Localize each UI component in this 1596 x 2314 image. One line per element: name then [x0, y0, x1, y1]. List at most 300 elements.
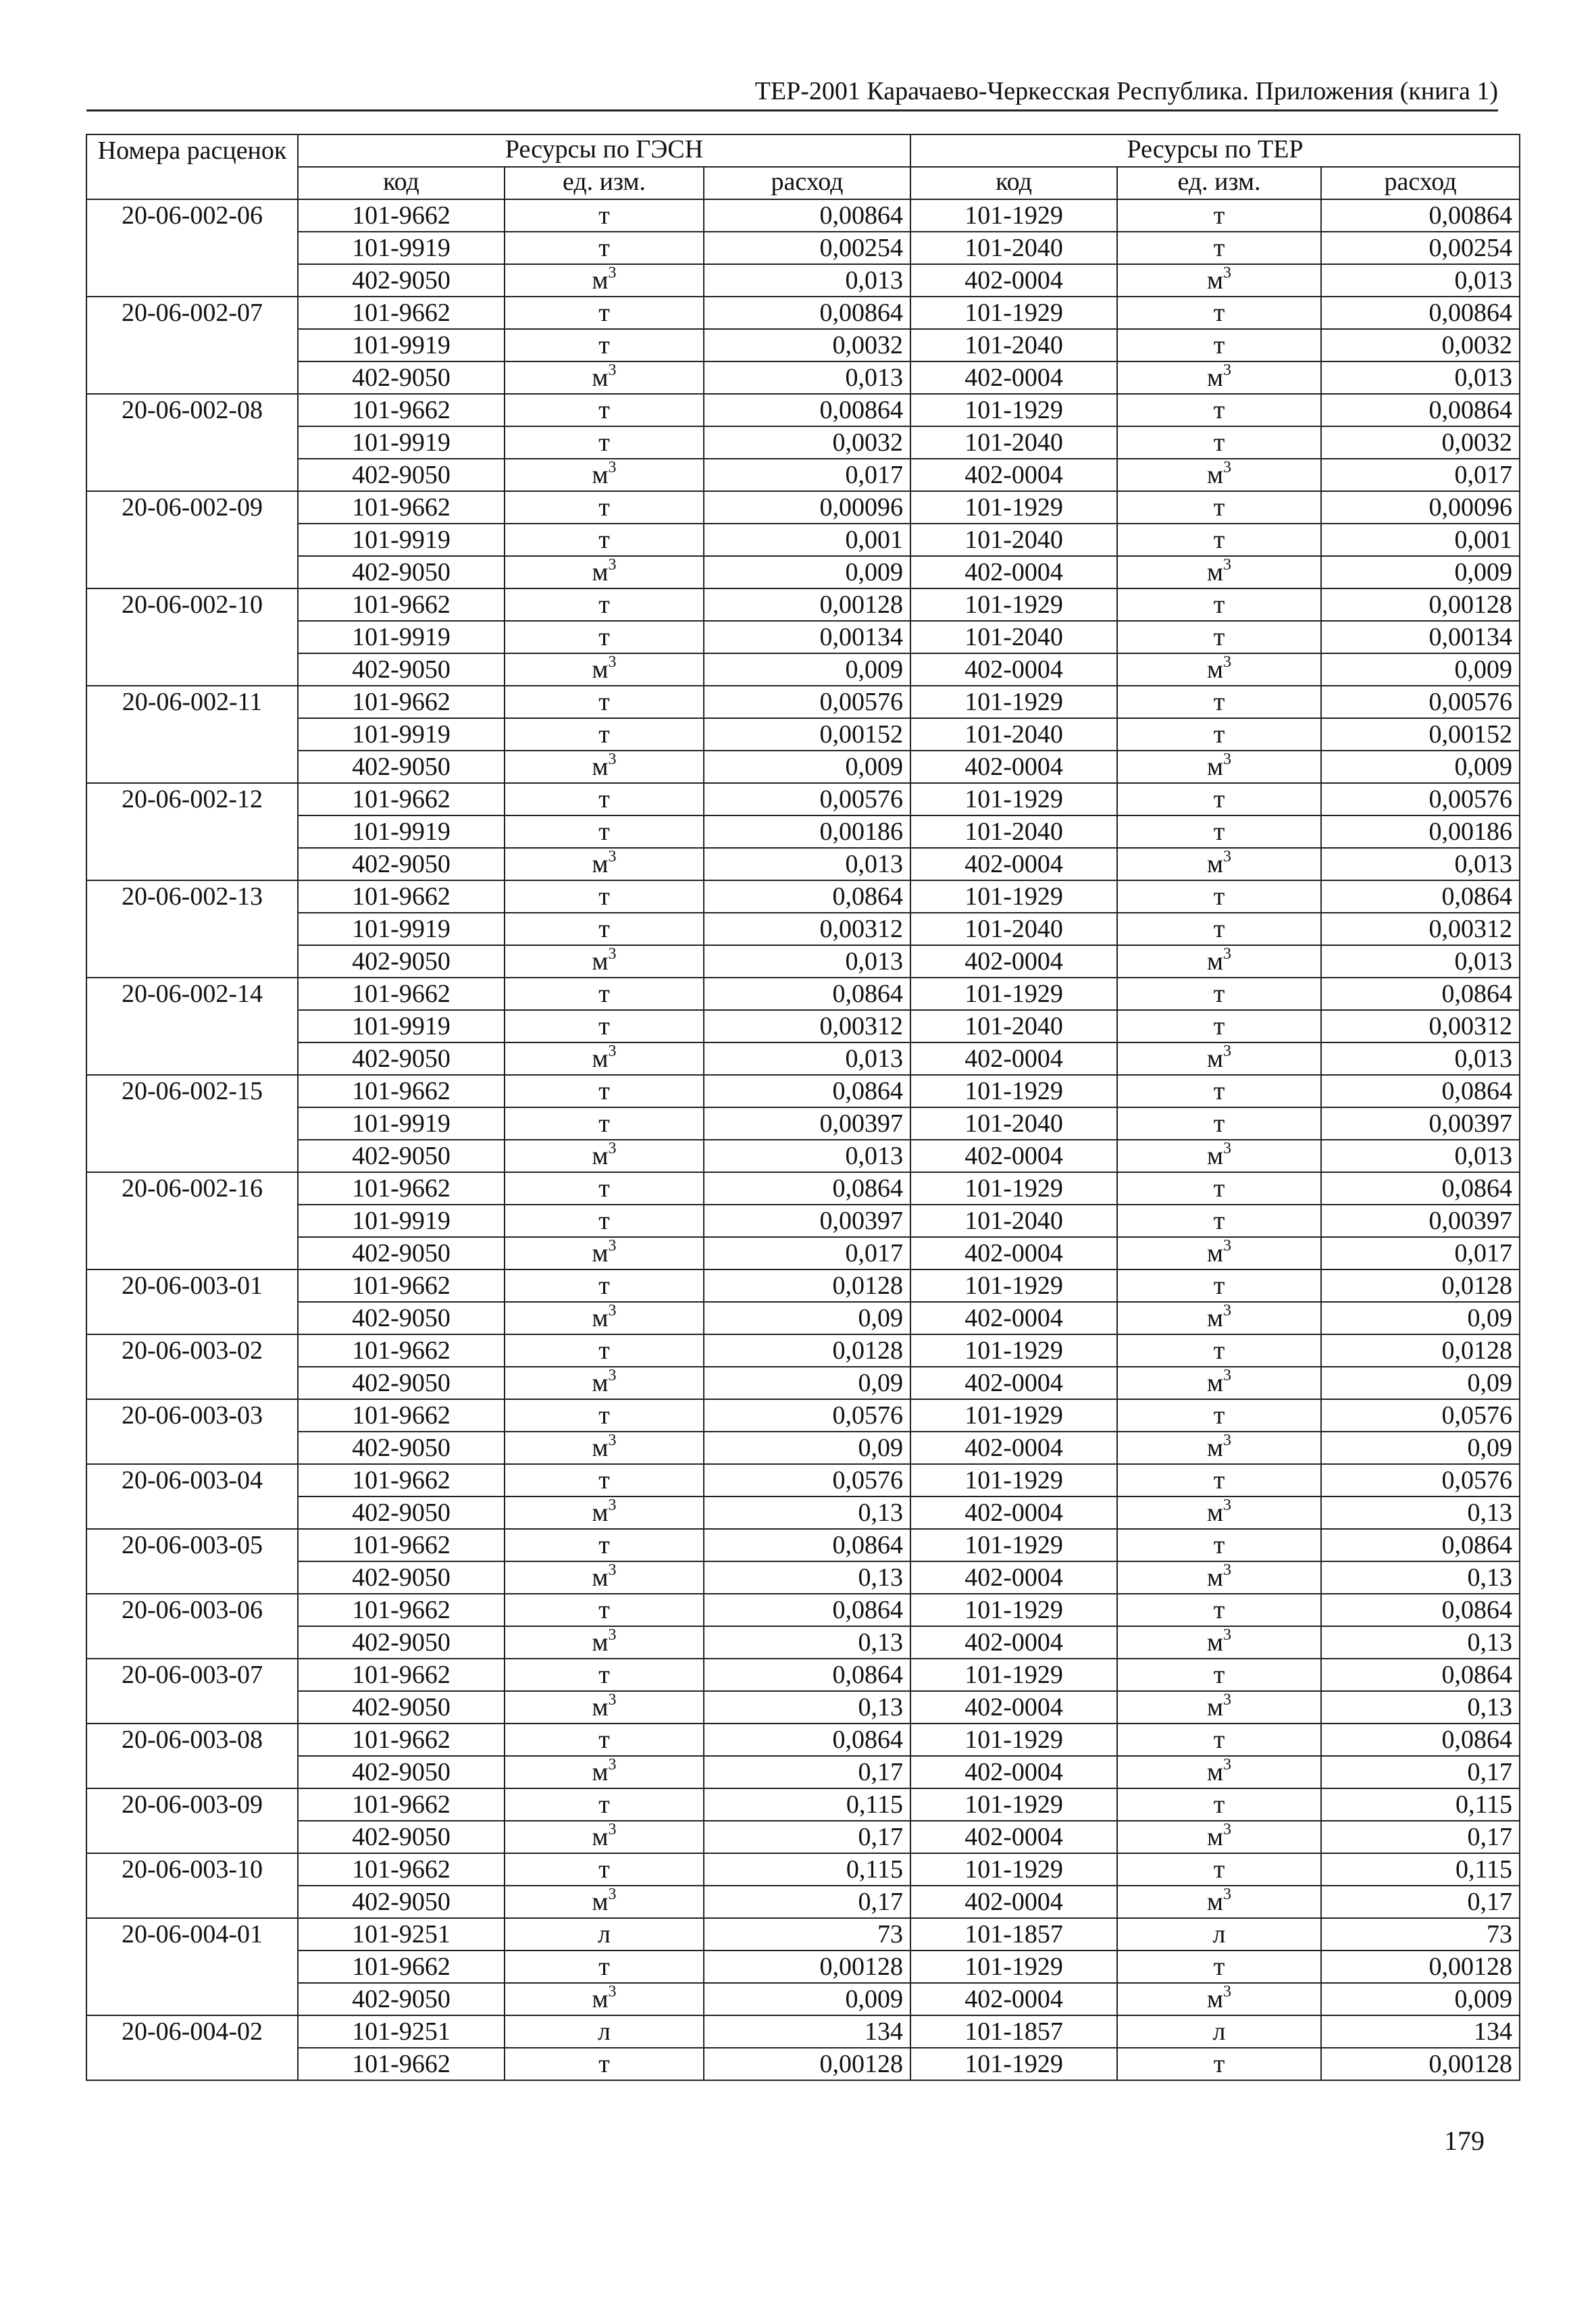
- ter-unit-cell: $м^3$: [1117, 1496, 1321, 1529]
- ter-consumption-cell: 0,00186: [1321, 815, 1520, 848]
- ter-unit-cell: т: [1117, 232, 1321, 264]
- gesn-consumption-cell: 0,009: [704, 653, 910, 686]
- gesn-consumption-cell: 0,00397: [704, 1107, 910, 1140]
- ter-consumption-cell: 0,009: [1321, 556, 1520, 588]
- ter-consumption-cell: 0,00128: [1321, 1951, 1520, 1983]
- gesn-unit-cell: т: [505, 588, 704, 621]
- ter-code-cell: 101-2040: [910, 815, 1117, 848]
- table-row: [86, 1205, 1520, 1237]
- ter-code-cell: 101-1929: [910, 588, 1117, 621]
- gesn-unit-cell: т: [505, 1334, 704, 1367]
- ter-unit-cell: $м^3$: [1117, 264, 1321, 297]
- ter-code-cell: 101-1929: [910, 491, 1117, 524]
- gesn-code-cell: 101-9919: [298, 232, 505, 264]
- ter-consumption-cell: 0,00576: [1321, 783, 1520, 815]
- gesn-unit-cell: $м^3$: [505, 653, 704, 686]
- gesn-consumption-cell: 0,0576: [704, 1464, 910, 1496]
- gesn-unit-cell: $м^3$: [505, 1042, 704, 1075]
- gesn-unit-cell: т: [505, 297, 704, 329]
- gesn-code-cell: 101-9662: [298, 1172, 505, 1205]
- gesn-code-cell: 101-9919: [298, 329, 505, 361]
- gesn-unit-cell: $м^3$: [505, 361, 704, 394]
- ter-consumption-cell: 0,017: [1321, 459, 1520, 491]
- ter-unit-cell: т: [1117, 1172, 1321, 1205]
- ter-code-cell: 402-0004: [910, 1432, 1117, 1464]
- table-row: [86, 1464, 1520, 1496]
- ter-code-cell: 101-1929: [910, 1529, 1117, 1561]
- gesn-unit-cell: т: [505, 394, 704, 426]
- gesn-unit-cell: т: [505, 1107, 704, 1140]
- gesn-unit-cell: т: [505, 686, 704, 718]
- rate-number-cell: 20-06-003-08: [86, 1724, 298, 1788]
- table-row: [86, 1269, 1520, 1302]
- col-header-gesn-consumption: расход: [704, 167, 910, 199]
- ter-unit-cell: т: [1117, 297, 1321, 329]
- ter-consumption-cell: 0,09: [1321, 1302, 1520, 1334]
- gesn-code-cell: 402-9050: [298, 1756, 505, 1788]
- ter-unit-cell: т: [1117, 815, 1321, 848]
- ter-code-cell: 101-1929: [910, 1172, 1117, 1205]
- gesn-unit-cell: т: [505, 1269, 704, 1302]
- table-row: [86, 1496, 1520, 1529]
- ter-consumption-cell: 0,0864: [1321, 1075, 1520, 1107]
- table-row: [86, 1302, 1520, 1334]
- gesn-code-cell: 101-9662: [298, 297, 505, 329]
- ter-unit-cell: $м^3$: [1117, 1237, 1321, 1269]
- table-row: [86, 588, 1520, 621]
- table-row: [86, 848, 1520, 880]
- table-row: [86, 1432, 1520, 1464]
- ter-unit-cell: т: [1117, 1529, 1321, 1561]
- gesn-consumption-cell: 0,009: [704, 556, 910, 588]
- table-header: [86, 134, 1520, 199]
- ter-consumption-cell: 0,00254: [1321, 232, 1520, 264]
- ter-code-cell: 101-1929: [910, 1269, 1117, 1302]
- ter-consumption-cell: 0,001: [1321, 524, 1520, 556]
- table-row: [86, 426, 1520, 459]
- ter-code-cell: 101-1929: [910, 394, 1117, 426]
- resource-table: [86, 134, 1520, 2081]
- rate-number-cell: 20-06-004-02: [86, 2015, 298, 2080]
- ter-consumption-cell: 0,0864: [1321, 1594, 1520, 1626]
- gesn-unit-cell: т: [505, 1659, 704, 1691]
- gesn-unit-cell: т: [505, 2048, 704, 2080]
- ter-code-cell: 402-0004: [910, 1496, 1117, 1529]
- gesn-consumption-cell: 0,00864: [704, 199, 910, 232]
- ter-unit-cell: л: [1117, 2015, 1321, 2048]
- col-header-ter-unit: ед. изм.: [1117, 167, 1321, 199]
- ter-code-cell: 101-2040: [910, 232, 1117, 264]
- rate-number-cell: 20-06-002-11: [86, 686, 298, 783]
- ter-consumption-cell: 0,115: [1321, 1853, 1520, 1886]
- gesn-unit-cell: т: [505, 524, 704, 556]
- gesn-consumption-cell: 0,00312: [704, 913, 910, 945]
- ter-code-cell: 101-1929: [910, 880, 1117, 913]
- gesn-unit-cell: т: [505, 815, 704, 848]
- col-header-ter-consumption: расход: [1321, 167, 1520, 199]
- ter-consumption-cell: 0,00128: [1321, 588, 1520, 621]
- gesn-consumption-cell: 0,0864: [704, 1529, 910, 1561]
- ter-consumption-cell: 0,0864: [1321, 1529, 1520, 1561]
- ter-unit-cell: т: [1117, 1659, 1321, 1691]
- ter-unit-cell: т: [1117, 1788, 1321, 1821]
- ter-code-cell: 101-2040: [910, 329, 1117, 361]
- gesn-unit-cell: $м^3$: [505, 848, 704, 880]
- gesn-unit-cell: $м^3$: [505, 1561, 704, 1594]
- ter-consumption-cell: 0,13: [1321, 1691, 1520, 1724]
- ter-code-cell: 402-0004: [910, 556, 1117, 588]
- gesn-consumption-cell: 0,00576: [704, 686, 910, 718]
- gesn-code-cell: 101-9919: [298, 1205, 505, 1237]
- gesn-unit-cell: $м^3$: [505, 1983, 704, 2015]
- gesn-code-cell: 101-9662: [298, 1724, 505, 1756]
- gesn-consumption-cell: 0,001: [704, 524, 910, 556]
- table-row: [86, 1367, 1520, 1399]
- ter-consumption-cell: 0,13: [1321, 1496, 1520, 1529]
- ter-unit-cell: т: [1117, 913, 1321, 945]
- gesn-consumption-cell: 0,017: [704, 1237, 910, 1269]
- ter-consumption-cell: 0,00576: [1321, 686, 1520, 718]
- gesn-code-cell: 101-9662: [298, 978, 505, 1010]
- ter-code-cell: 101-2040: [910, 718, 1117, 751]
- col-header-rate-number: Номера расценок: [86, 134, 298, 199]
- table-row: [86, 199, 1520, 232]
- ter-code-cell: 101-2040: [910, 1010, 1117, 1042]
- ter-code-cell: 402-0004: [910, 1626, 1117, 1659]
- gesn-consumption-cell: 0,0128: [704, 1334, 910, 1367]
- gesn-consumption-cell: 0,13: [704, 1626, 910, 1659]
- ter-unit-cell: $м^3$: [1117, 459, 1321, 491]
- ter-unit-cell: $м^3$: [1117, 1302, 1321, 1334]
- ter-consumption-cell: 0,0576: [1321, 1464, 1520, 1496]
- ter-unit-cell: т: [1117, 718, 1321, 751]
- ter-unit-cell: $м^3$: [1117, 848, 1321, 880]
- ter-unit-cell: $м^3$: [1117, 751, 1321, 783]
- table-row: [86, 1010, 1520, 1042]
- rate-number-cell: 20-06-003-01: [86, 1269, 298, 1334]
- ter-consumption-cell: 0,17: [1321, 1886, 1520, 1918]
- gesn-unit-cell: т: [505, 1075, 704, 1107]
- gesn-code-cell: 101-9662: [298, 1269, 505, 1302]
- gesn-consumption-cell: 0,115: [704, 1853, 910, 1886]
- gesn-unit-cell: т: [505, 621, 704, 653]
- ter-code-cell: 402-0004: [910, 848, 1117, 880]
- gesn-code-cell: 402-9050: [298, 1821, 505, 1853]
- ter-code-cell: 402-0004: [910, 1237, 1117, 1269]
- gesn-consumption-cell: 0,115: [704, 1788, 910, 1821]
- gesn-code-cell: 101-9662: [298, 2048, 505, 2080]
- gesn-code-cell: 101-9662: [298, 686, 505, 718]
- gesn-unit-cell: $м^3$: [505, 556, 704, 588]
- ter-unit-cell: т: [1117, 1334, 1321, 1367]
- gesn-code-cell: 402-9050: [298, 1886, 505, 1918]
- ter-unit-cell: т: [1117, 686, 1321, 718]
- ter-unit-cell: т: [1117, 1594, 1321, 1626]
- table-row: [86, 1918, 1520, 1951]
- ter-unit-cell: $м^3$: [1117, 1691, 1321, 1724]
- ter-code-cell: 101-1929: [910, 1659, 1117, 1691]
- gesn-unit-cell: $м^3$: [505, 1691, 704, 1724]
- gesn-consumption-cell: 73: [704, 1918, 910, 1951]
- gesn-code-cell: 101-9919: [298, 718, 505, 751]
- gesn-code-cell: 402-9050: [298, 361, 505, 394]
- gesn-unit-cell: $м^3$: [505, 1140, 704, 1172]
- ter-consumption-cell: 0,00312: [1321, 913, 1520, 945]
- gesn-unit-cell: л: [505, 2015, 704, 2048]
- gesn-unit-cell: т: [505, 1724, 704, 1756]
- ter-unit-cell: т: [1117, 783, 1321, 815]
- ter-consumption-cell: 0,00096: [1321, 491, 1520, 524]
- gesn-unit-cell: $м^3$: [505, 1237, 704, 1269]
- gesn-consumption-cell: 0,09: [704, 1367, 910, 1399]
- gesn-code-cell: 101-9662: [298, 1594, 505, 1626]
- ter-unit-cell: $м^3$: [1117, 1983, 1321, 2015]
- gesn-code-cell: 101-9662: [298, 1334, 505, 1367]
- gesn-code-cell: 402-9050: [298, 459, 505, 491]
- gesn-consumption-cell: 0,13: [704, 1561, 910, 1594]
- gesn-code-cell: 402-9050: [298, 653, 505, 686]
- ter-code-cell: 101-1857: [910, 2015, 1117, 2048]
- gesn-consumption-cell: 0,00576: [704, 783, 910, 815]
- gesn-consumption-cell: 0,013: [704, 361, 910, 394]
- table-row: [86, 1756, 1520, 1788]
- ter-code-cell: 402-0004: [910, 1302, 1117, 1334]
- gesn-code-cell: 101-9662: [298, 394, 505, 426]
- gesn-consumption-cell: 0,009: [704, 751, 910, 783]
- rate-number-cell: 20-06-003-02: [86, 1334, 298, 1399]
- gesn-code-cell: 402-9050: [298, 1140, 505, 1172]
- gesn-code-cell: 101-9919: [298, 426, 505, 459]
- gesn-code-cell: 101-9662: [298, 1951, 505, 1983]
- table-row: [86, 491, 1520, 524]
- gesn-code-cell: 402-9050: [298, 1496, 505, 1529]
- ter-code-cell: 402-0004: [910, 361, 1117, 394]
- ter-code-cell: 402-0004: [910, 1983, 1117, 2015]
- gesn-code-cell: 402-9050: [298, 264, 505, 297]
- ter-unit-cell: т: [1117, 1464, 1321, 1496]
- gesn-unit-cell: т: [505, 232, 704, 264]
- gesn-code-cell: 101-9662: [298, 880, 505, 913]
- ter-code-cell: 101-2040: [910, 426, 1117, 459]
- table-row: [86, 2015, 1520, 2048]
- gesn-unit-cell: $м^3$: [505, 1756, 704, 1788]
- table-row: [86, 1659, 1520, 1691]
- gesn-unit-cell: т: [505, 1399, 704, 1432]
- table-row: [86, 524, 1520, 556]
- ter-code-cell: 101-1929: [910, 1075, 1117, 1107]
- gesn-consumption-cell: 0,017: [704, 459, 910, 491]
- gesn-consumption-cell: 0,00128: [704, 1951, 910, 1983]
- gesn-consumption-cell: 134: [704, 2015, 910, 2048]
- gesn-unit-cell: т: [505, 1172, 704, 1205]
- gesn-unit-cell: т: [505, 491, 704, 524]
- ter-consumption-cell: 0,017: [1321, 1237, 1520, 1269]
- rate-number-cell: 20-06-003-05: [86, 1529, 298, 1594]
- gesn-unit-cell: т: [505, 426, 704, 459]
- gesn-consumption-cell: 0,00128: [704, 2048, 910, 2080]
- gesn-consumption-cell: 0,0864: [704, 880, 910, 913]
- table-row: [86, 945, 1520, 978]
- ter-code-cell: 402-0004: [910, 1561, 1117, 1594]
- gesn-consumption-cell: 0,0864: [704, 978, 910, 1010]
- gesn-unit-cell: т: [505, 1951, 704, 1983]
- col-header-gesn: Ресурсы по ГЭСН: [298, 134, 910, 167]
- table-row: [86, 1691, 1520, 1724]
- table-row: [86, 361, 1520, 394]
- ter-unit-cell: т: [1117, 1075, 1321, 1107]
- ter-consumption-cell: 0,0128: [1321, 1269, 1520, 1302]
- table-row: [86, 1724, 1520, 1756]
- col-header-ter: Ресурсы по ТЕР: [910, 134, 1520, 167]
- table-row: [86, 556, 1520, 588]
- ter-unit-cell: т: [1117, 199, 1321, 232]
- gesn-consumption-cell: 0,17: [704, 1886, 910, 1918]
- ter-unit-cell: т: [1117, 394, 1321, 426]
- table-row: [86, 653, 1520, 686]
- gesn-unit-cell: $м^3$: [505, 459, 704, 491]
- ter-unit-cell: т: [1117, 1269, 1321, 1302]
- gesn-consumption-cell: 0,013: [704, 1140, 910, 1172]
- gesn-consumption-cell: 0,0864: [704, 1172, 910, 1205]
- ter-code-cell: 101-1929: [910, 783, 1117, 815]
- document-title: ТЕР-2001 Карачаево-Черкесская Республика. Приложения (книга 1): [754, 77, 1498, 105]
- ter-code-cell: 402-0004: [910, 751, 1117, 783]
- ter-unit-cell: т: [1117, 1010, 1321, 1042]
- ter-consumption-cell: 0,0576: [1321, 1399, 1520, 1432]
- rate-number-cell: 20-06-002-06: [86, 199, 298, 297]
- gesn-unit-cell: $м^3$: [505, 1821, 704, 1853]
- table-row: [86, 686, 1520, 718]
- gesn-code-cell: 101-9662: [298, 1399, 505, 1432]
- ter-unit-cell: $м^3$: [1117, 1042, 1321, 1075]
- gesn-unit-cell: т: [505, 880, 704, 913]
- rate-number-cell: 20-06-003-09: [86, 1788, 298, 1853]
- rate-number-cell: 20-06-002-07: [86, 297, 298, 394]
- table-row: [86, 394, 1520, 426]
- gesn-consumption-cell: 0,00128: [704, 588, 910, 621]
- ter-unit-cell: $м^3$: [1117, 1756, 1321, 1788]
- gesn-unit-cell: $м^3$: [505, 1432, 704, 1464]
- ter-code-cell: 101-1929: [910, 1399, 1117, 1432]
- gesn-code-cell: 402-9050: [298, 1432, 505, 1464]
- ter-code-cell: 402-0004: [910, 1691, 1117, 1724]
- gesn-code-cell: 101-9251: [298, 1918, 505, 1951]
- col-header-ter-code: код: [910, 167, 1117, 199]
- gesn-code-cell: 402-9050: [298, 1691, 505, 1724]
- table-row: [86, 1334, 1520, 1367]
- gesn-consumption-cell: 0,00134: [704, 621, 910, 653]
- running-header: [86, 73, 1498, 111]
- ter-unit-cell: т: [1117, 1107, 1321, 1140]
- gesn-consumption-cell: 0,00397: [704, 1205, 910, 1237]
- table-row: [86, 297, 1520, 329]
- gesn-code-cell: 402-9050: [298, 1561, 505, 1594]
- ter-unit-cell: $м^3$: [1117, 361, 1321, 394]
- gesn-code-cell: 402-9050: [298, 751, 505, 783]
- gesn-consumption-cell: 0,013: [704, 945, 910, 978]
- gesn-code-cell: 402-9050: [298, 1302, 505, 1334]
- table-row: [86, 621, 1520, 653]
- rate-number-cell: 20-06-003-07: [86, 1659, 298, 1724]
- ter-consumption-cell: 0,0864: [1321, 1724, 1520, 1756]
- ter-code-cell: 402-0004: [910, 1140, 1117, 1172]
- gesn-code-cell: 402-9050: [298, 1237, 505, 1269]
- rate-number-cell: 20-06-002-13: [86, 880, 298, 978]
- ter-consumption-cell: 0,09: [1321, 1432, 1520, 1464]
- table-row: [86, 1107, 1520, 1140]
- ter-unit-cell: $м^3$: [1117, 1561, 1321, 1594]
- gesn-consumption-cell: 0,0864: [704, 1659, 910, 1691]
- ter-code-cell: 101-1929: [910, 297, 1117, 329]
- gesn-consumption-cell: 0,009: [704, 1983, 910, 2015]
- ter-code-cell: 101-2040: [910, 524, 1117, 556]
- table-row: [86, 718, 1520, 751]
- gesn-consumption-cell: 0,0032: [704, 426, 910, 459]
- ter-consumption-cell: 0,00312: [1321, 1010, 1520, 1042]
- ter-unit-cell: т: [1117, 880, 1321, 913]
- ter-unit-cell: $м^3$: [1117, 653, 1321, 686]
- gesn-code-cell: 101-9662: [298, 783, 505, 815]
- table-row: [86, 1172, 1520, 1205]
- gesn-code-cell: 101-9662: [298, 588, 505, 621]
- gesn-consumption-cell: 0,00186: [704, 815, 910, 848]
- rate-number-cell: 20-06-003-10: [86, 1853, 298, 1918]
- rate-number-cell: 20-06-003-04: [86, 1464, 298, 1529]
- ter-unit-cell: т: [1117, 621, 1321, 653]
- gesn-consumption-cell: 0,00096: [704, 491, 910, 524]
- gesn-consumption-cell: 0,0864: [704, 1075, 910, 1107]
- gesn-code-cell: 101-9662: [298, 1529, 505, 1561]
- gesn-code-cell: 101-9662: [298, 491, 505, 524]
- gesn-unit-cell: т: [505, 1788, 704, 1821]
- gesn-consumption-cell: 0,013: [704, 848, 910, 880]
- ter-consumption-cell: 0,009: [1321, 653, 1520, 686]
- ter-unit-cell: $м^3$: [1117, 1140, 1321, 1172]
- ter-consumption-cell: 0,0032: [1321, 329, 1520, 361]
- ter-consumption-cell: 134: [1321, 2015, 1520, 2048]
- ter-code-cell: 101-1857: [910, 1918, 1117, 1951]
- table-row: [86, 1983, 1520, 2015]
- gesn-consumption-cell: 0,0576: [704, 1399, 910, 1432]
- ter-code-cell: 101-1929: [910, 1334, 1117, 1367]
- gesn-consumption-cell: 0,0032: [704, 329, 910, 361]
- ter-consumption-cell: 0,013: [1321, 1042, 1520, 1075]
- ter-consumption-cell: 0,09: [1321, 1367, 1520, 1399]
- ter-code-cell: 402-0004: [910, 945, 1117, 978]
- ter-unit-cell: $м^3$: [1117, 1886, 1321, 1918]
- ter-consumption-cell: 0,13: [1321, 1561, 1520, 1594]
- ter-code-cell: 402-0004: [910, 459, 1117, 491]
- ter-unit-cell: т: [1117, 588, 1321, 621]
- table-row: [86, 783, 1520, 815]
- ter-code-cell: 402-0004: [910, 653, 1117, 686]
- ter-code-cell: 101-1929: [910, 1724, 1117, 1756]
- ter-consumption-cell: 0,0864: [1321, 1172, 1520, 1205]
- ter-unit-cell: т: [1117, 329, 1321, 361]
- gesn-code-cell: 101-9662: [298, 199, 505, 232]
- ter-consumption-cell: 0,0128: [1321, 1334, 1520, 1367]
- table-row: [86, 1788, 1520, 1821]
- gesn-unit-cell: $м^3$: [505, 1367, 704, 1399]
- gesn-unit-cell: т: [505, 1594, 704, 1626]
- ter-unit-cell: $м^3$: [1117, 556, 1321, 588]
- gesn-consumption-cell: 0,013: [704, 1042, 910, 1075]
- ter-consumption-cell: 0,00134: [1321, 621, 1520, 653]
- ter-consumption-cell: 0,17: [1321, 1756, 1520, 1788]
- ter-code-cell: 101-2040: [910, 621, 1117, 653]
- ter-unit-cell: $м^3$: [1117, 1432, 1321, 1464]
- gesn-code-cell: 402-9050: [298, 945, 505, 978]
